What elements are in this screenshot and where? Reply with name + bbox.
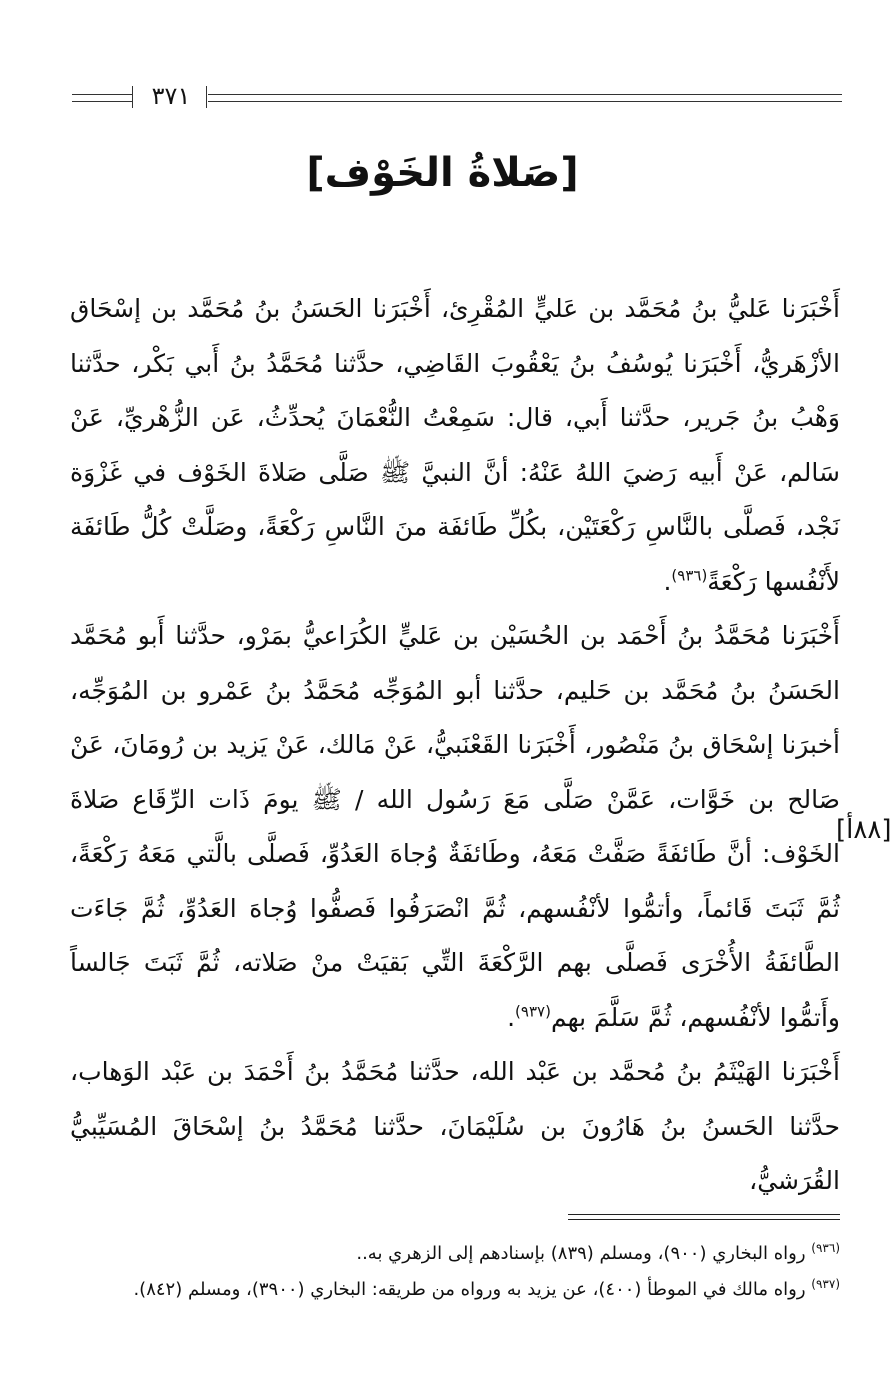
footnote	[90, 1236, 840, 1272]
footnote-number: (٩٣٧)	[811, 1277, 840, 1291]
footnote	[90, 1272, 840, 1308]
footnote-separator	[568, 1214, 840, 1220]
footnote-number: (٩٣٦)	[811, 1241, 840, 1255]
paragraph-end: .	[507, 1002, 516, 1032]
footnote-reference: (٩٣٧)	[515, 1002, 551, 1021]
footnote-text: رواه مالك في الموطأ (٤٠٠)، عن يزيد به ورواه من طريقه: البخاري (٣٩٠٠)، ومسلم (٨٤٢).	[133, 1279, 806, 1300]
paragraph	[70, 282, 840, 609]
header-rule-left	[72, 94, 132, 102]
paragraph-text: أَخْبَرَنا الهَيْثَمُ بنُ مُحمَّد بن عَبْد الله، حدَّثنا مُحَمَّدُ بنُ أَحْمَدَ بن عَبْد الوَهاب، حدَّثنا الحَسنُ بنُ هَارُونَ بن سُلَيْمَانَ، حدَّثنا مُحَمَّدُ بنُ إسْحَاقَ المُسَيِّبيُّ القُرَشيُّ،	[70, 1057, 840, 1195]
paragraph-end: .	[663, 566, 672, 596]
manuscript-folio-marker: [٨٨أ]	[836, 815, 891, 845]
header-rule-divider	[132, 86, 133, 108]
footnote-reference: (٩٣٦)	[671, 566, 708, 585]
footnotes	[90, 1236, 840, 1308]
header-rule-divider	[206, 86, 207, 108]
header-rule-right	[208, 94, 842, 102]
footnote-text: رواه البخاري (٩٠٠)، ومسلم (٨٣٩) بإسنادهم إلى الزهري به..	[356, 1243, 806, 1264]
main-text	[70, 282, 840, 1209]
paragraph-text: أَخْبَرَنا عَليُّ بنُ مُحَمَّد بن عَليٍّ المُقْرِئ، أَخْبَرَنا الحَسَنُ بنُ مُحَمَّد بن إسْحَاق الأزْهَريُّ، أَخْبَرَنا يُوسُفُ بنُ يَعْقُوبَ القَاضِي، حدَّثنا مُحَمَّدُ بنُ أَبي بَكْر، حدَّثنا وَهْبُ بنُ جَرير، حدَّثنا أَبي، قال: سَمِعْتُ النُّعْمَانَ يُحدِّثُ، عَن الزُّهْريِّ، عَنْ سَالم، عَنْ أَبيه رَضيَ اللهُ عَنْهُ: أنَّ النبيَّ ﷺ صَلَّى صَلاةَ الخَوْف في غَزْوَة نَجْد، فَصلَّى بالنَّاسِ رَكْعَتَيْن، بكُلِّ طَائفَة منَ النَّاسِ رَكْعَةً، وصَلَّتْ كُلُّ طَائفَة لأَنْفُسها رَكْعَةً	[70, 294, 840, 596]
page-header	[72, 84, 842, 112]
page-number: ٣٧١	[151, 82, 191, 110]
paragraph	[70, 609, 840, 1045]
paragraph-text: أَخْبَرَنا مُحَمَّدُ بنُ أَحْمَد بن الحُسَيْن بن عَليٍّ الكُرَاعيُّ بمَرْو، حدَّثنا أَبو مُحَمَّد الحَسَنُ بنُ مُحَمَّد بن حَليم، حدَّثنا أبو المُوَجِّه مُحَمَّدُ بنُ عَمْرو بن المُوَجِّه، أخبرَنا إسْحَاق بنُ مَنْصُور، أَخْبَرَنا القَعْنَبيُّ، عَنْ مَالك، عَنْ يَزيد بن رُومَانَ، عَنْ صَالح بن خَوَّات، عَمَّنْ صَلَّى مَعَ رَسُول الله / ﷺ يومَ ذَات الرِّقَاع صَلاةَ الخَوْف: أنَّ طَائفَةً صَفَّتْ مَعَهُ، وطَائفَةٌ وُجاهَ العَدُوِّ، فَصلَّى بالَّتي مَعَهُ رَكْعَةً، ثُمَّ ثَبَتَ قَائماً، وأتمُّوا لأنْفُسهم، ثُمَّ انْصَرَفُوا فَصفُّوا وُجاهَ العَدُوِّ، ثُمَّ جَاءَت الطَّائفَةُ الأُخْرَى فَصلَّى بهم الرَّكْعَةَ التِّي بَقيَتْ منْ صَلاته، ثُمَّ ثَبَتَ جَالساً وأَتمُّوا لأنْفُسهم، ثُمَّ سَلَّمَ بهم	[70, 621, 840, 1032]
chapter-heading: [صَلاةُ الخَوْف]	[306, 150, 579, 196]
paragraph	[70, 1045, 840, 1209]
